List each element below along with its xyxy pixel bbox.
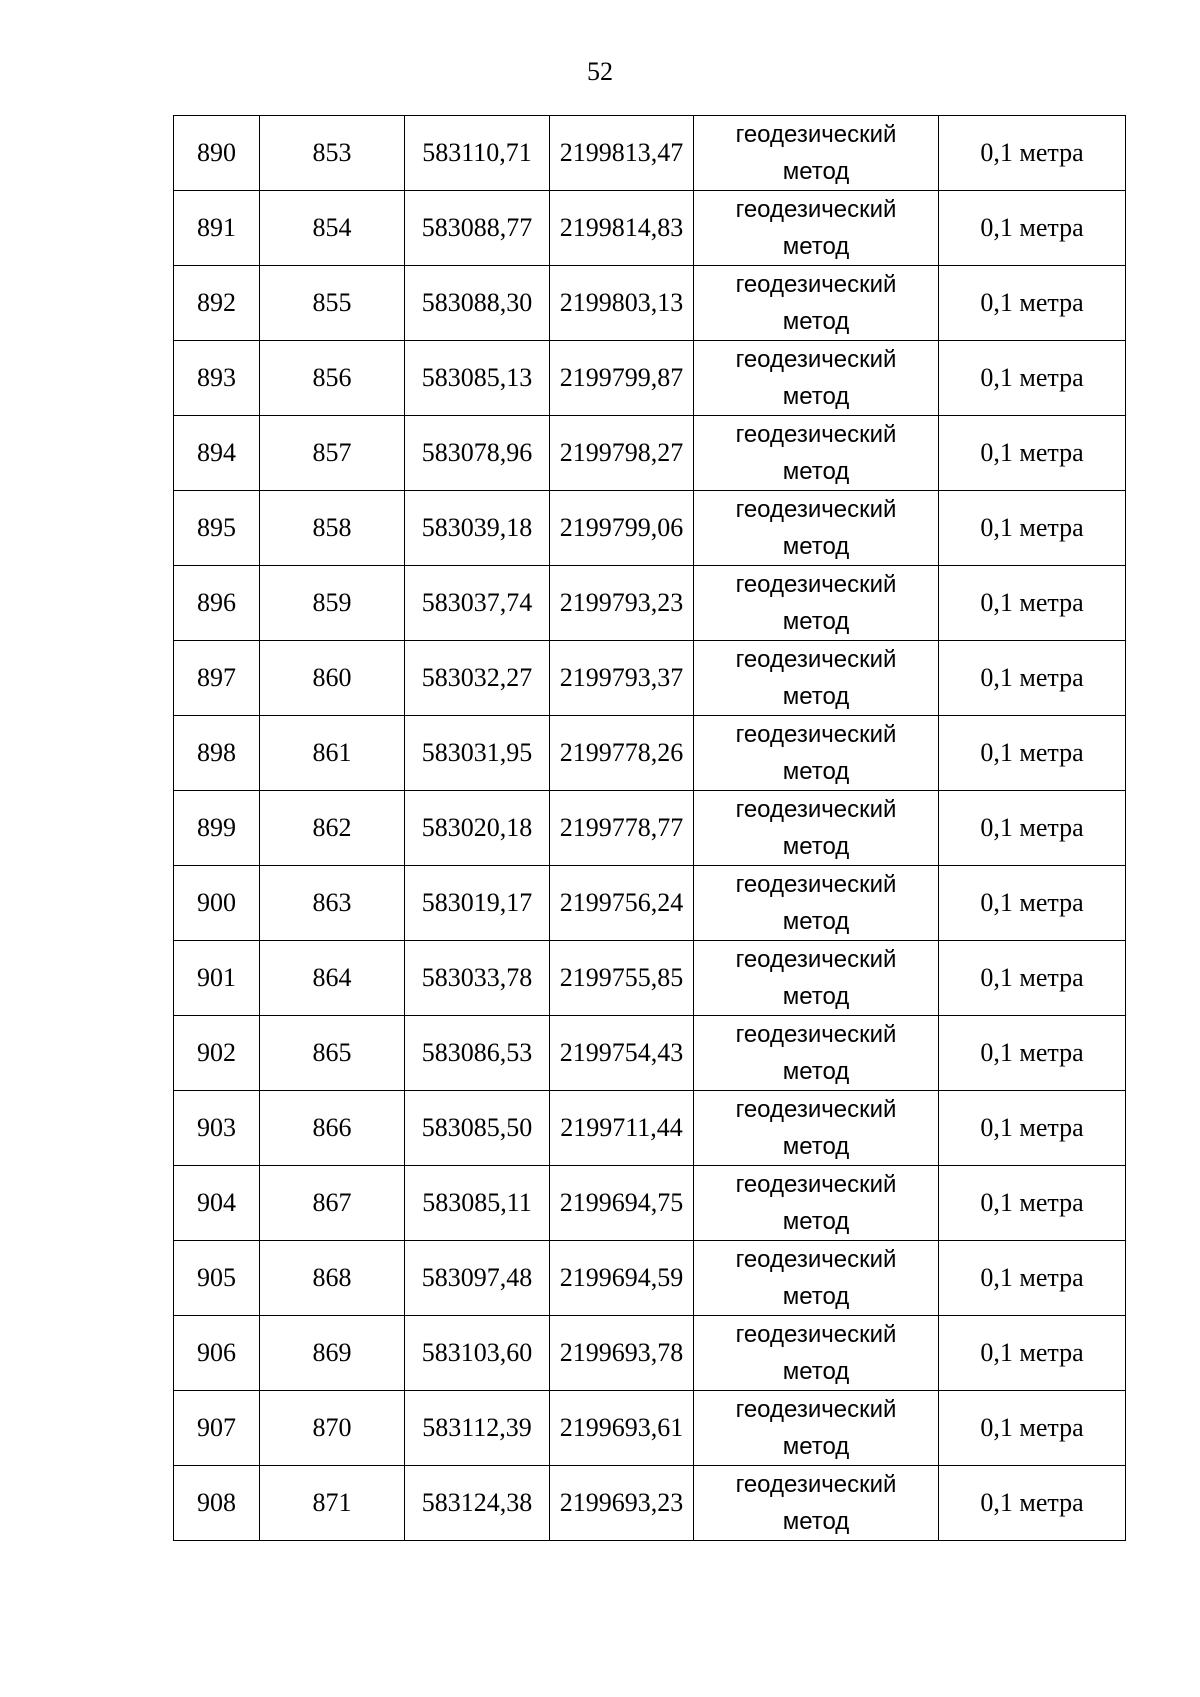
point-number-cell: 868: [260, 1241, 405, 1316]
method-line-1: геодезический: [735, 1096, 897, 1123]
table-row: [174, 1016, 1126, 1091]
method-line-2: метод: [782, 1058, 850, 1085]
accuracy-cell: 0,1 метра: [939, 566, 1126, 641]
method-line-1: геодезический: [735, 1021, 897, 1048]
accuracy-cell: 0,1 метра: [939, 341, 1126, 416]
row-number-cell: 892: [174, 266, 260, 341]
table-row: [174, 491, 1126, 566]
accuracy-cell: 0,1 метра: [939, 266, 1126, 341]
x-coordinate-cell: 583039,18: [405, 491, 550, 566]
point-number-cell: 861: [260, 716, 405, 791]
point-number-cell: 866: [260, 1091, 405, 1166]
method-line-2: метод: [782, 833, 850, 860]
table-row: [174, 1166, 1126, 1241]
method-line-2: метод: [782, 383, 850, 410]
method-line-2: метод: [782, 458, 850, 485]
point-number-cell: 859: [260, 566, 405, 641]
x-coordinate-cell: 583112,39: [405, 1391, 550, 1466]
y-coordinate-cell: 2199799,06: [550, 491, 694, 566]
method-cell: [694, 1016, 939, 1091]
method-line-2: метод: [782, 1433, 850, 1460]
x-coordinate-cell: 583033,78: [405, 941, 550, 1016]
x-coordinate-cell: 583037,74: [405, 566, 550, 641]
point-number-cell: 854: [260, 191, 405, 266]
method-line-1: геодезический: [735, 1471, 897, 1498]
method-line-1: геодезический: [735, 271, 897, 298]
method-cell: [694, 116, 939, 191]
method-cell: [694, 191, 939, 266]
row-number-cell: 897: [174, 641, 260, 716]
y-coordinate-cell: 2199803,13: [550, 266, 694, 341]
x-coordinate-cell: 583110,71: [405, 116, 550, 191]
method-line-2: метод: [782, 158, 850, 185]
x-coordinate-cell: 583032,27: [405, 641, 550, 716]
y-coordinate-cell: 2199793,23: [550, 566, 694, 641]
point-number-cell: 871: [260, 1466, 405, 1541]
method-line-2: метод: [782, 1133, 850, 1160]
table-row: [174, 1091, 1126, 1166]
point-number-cell: 856: [260, 341, 405, 416]
method-line-2: метод: [782, 908, 850, 935]
table-row: [174, 116, 1126, 191]
row-number-cell: 905: [174, 1241, 260, 1316]
table-row: [174, 191, 1126, 266]
accuracy-cell: 0,1 метра: [939, 416, 1126, 491]
method-line-2: метод: [782, 983, 850, 1010]
accuracy-cell: 0,1 метра: [939, 1391, 1126, 1466]
method-line-1: геодезический: [735, 796, 897, 823]
method-line-1: геодезический: [735, 421, 897, 448]
table-body: [174, 116, 1126, 1541]
method-cell: [694, 941, 939, 1016]
x-coordinate-cell: 583088,30: [405, 266, 550, 341]
method-cell: [694, 641, 939, 716]
y-coordinate-cell: 2199813,47: [550, 116, 694, 191]
table-row: [174, 1241, 1126, 1316]
row-number-cell: 902: [174, 1016, 260, 1091]
x-coordinate-cell: 583088,77: [405, 191, 550, 266]
y-coordinate-cell: 2199756,24: [550, 866, 694, 941]
method-line-1: геодезический: [735, 346, 897, 373]
coordinates-table: [173, 115, 1126, 1541]
table-row: [174, 716, 1126, 791]
y-coordinate-cell: 2199793,37: [550, 641, 694, 716]
method-line-2: метод: [782, 1208, 850, 1235]
accuracy-cell: 0,1 метра: [939, 1091, 1126, 1166]
x-coordinate-cell: 583085,11: [405, 1166, 550, 1241]
y-coordinate-cell: 2199814,83: [550, 191, 694, 266]
row-number-cell: 891: [174, 191, 260, 266]
x-coordinate-cell: 583086,53: [405, 1016, 550, 1091]
accuracy-cell: 0,1 метра: [939, 1316, 1126, 1391]
point-number-cell: 855: [260, 266, 405, 341]
method-line-2: метод: [782, 1358, 850, 1385]
table-row: [174, 566, 1126, 641]
method-line-2: метод: [782, 683, 850, 710]
row-number-cell: 901: [174, 941, 260, 1016]
method-cell: [694, 341, 939, 416]
method-cell: [694, 1091, 939, 1166]
point-number-cell: 870: [260, 1391, 405, 1466]
page-number: 52: [587, 57, 613, 86]
method-cell: [694, 1166, 939, 1241]
x-coordinate-cell: 583085,13: [405, 341, 550, 416]
method-cell: [694, 266, 939, 341]
row-number-cell: 908: [174, 1466, 260, 1541]
table-row: [174, 1391, 1126, 1466]
y-coordinate-cell: 2199755,85: [550, 941, 694, 1016]
method-line-1: геодезический: [735, 1396, 897, 1423]
method-line-2: метод: [782, 1283, 850, 1310]
method-cell: [694, 791, 939, 866]
point-number-cell: 867: [260, 1166, 405, 1241]
method-cell: [694, 1391, 939, 1466]
method-line-1: геодезический: [735, 946, 897, 973]
x-coordinate-cell: 583031,95: [405, 716, 550, 791]
accuracy-cell: 0,1 метра: [939, 866, 1126, 941]
method-line-1: геодезический: [735, 1171, 897, 1198]
table-row: [174, 1316, 1126, 1391]
table-row: [174, 641, 1126, 716]
point-number-cell: 860: [260, 641, 405, 716]
x-coordinate-cell: 583019,17: [405, 866, 550, 941]
table-row: [174, 266, 1126, 341]
method-line-1: геодезический: [735, 196, 897, 223]
y-coordinate-cell: 2199693,23: [550, 1466, 694, 1541]
method-line-2: метод: [782, 1508, 850, 1535]
y-coordinate-cell: 2199778,26: [550, 716, 694, 791]
row-number-cell: 907: [174, 1391, 260, 1466]
row-number-cell: 890: [174, 116, 260, 191]
accuracy-cell: 0,1 метра: [939, 191, 1126, 266]
row-number-cell: 900: [174, 866, 260, 941]
y-coordinate-cell: 2199778,77: [550, 791, 694, 866]
method-cell: [694, 566, 939, 641]
x-coordinate-cell: 583085,50: [405, 1091, 550, 1166]
table-row: [174, 341, 1126, 416]
accuracy-cell: 0,1 метра: [939, 1241, 1126, 1316]
row-number-cell: 906: [174, 1316, 260, 1391]
y-coordinate-cell: 2199799,87: [550, 341, 694, 416]
method-line-1: геодезический: [735, 571, 897, 598]
point-number-cell: 865: [260, 1016, 405, 1091]
point-number-cell: 858: [260, 491, 405, 566]
point-number-cell: 869: [260, 1316, 405, 1391]
accuracy-cell: 0,1 метра: [939, 491, 1126, 566]
y-coordinate-cell: 2199694,75: [550, 1166, 694, 1241]
point-number-cell: 857: [260, 416, 405, 491]
method-cell: [694, 716, 939, 791]
x-coordinate-cell: 583124,38: [405, 1466, 550, 1541]
table-row: [174, 791, 1126, 866]
method-line-2: метод: [782, 758, 850, 785]
accuracy-cell: 0,1 метра: [939, 1466, 1126, 1541]
method-cell: [694, 491, 939, 566]
row-number-cell: 895: [174, 491, 260, 566]
method-line-1: геодезический: [735, 1246, 897, 1273]
row-number-cell: 894: [174, 416, 260, 491]
table-row: [174, 1466, 1126, 1541]
table-row: [174, 866, 1126, 941]
method-line-2: метод: [782, 608, 850, 635]
y-coordinate-cell: 2199711,44: [550, 1091, 694, 1166]
x-coordinate-cell: 583078,96: [405, 416, 550, 491]
row-number-cell: 898: [174, 716, 260, 791]
method-cell: [694, 1466, 939, 1541]
x-coordinate-cell: 583097,48: [405, 1241, 550, 1316]
row-number-cell: 904: [174, 1166, 260, 1241]
y-coordinate-cell: 2199693,61: [550, 1391, 694, 1466]
x-coordinate-cell: 583020,18: [405, 791, 550, 866]
method-cell: [694, 866, 939, 941]
row-number-cell: 896: [174, 566, 260, 641]
accuracy-cell: 0,1 метра: [939, 641, 1126, 716]
accuracy-cell: 0,1 метра: [939, 791, 1126, 866]
row-number-cell: 899: [174, 791, 260, 866]
method-line-2: метод: [782, 308, 850, 335]
method-line-1: геодезический: [735, 646, 897, 673]
method-line-1: геодезический: [735, 496, 897, 523]
method-line-1: геодезический: [735, 871, 897, 898]
accuracy-cell: 0,1 метра: [939, 1016, 1126, 1091]
y-coordinate-cell: 2199694,59: [550, 1241, 694, 1316]
accuracy-cell: 0,1 метра: [939, 716, 1126, 791]
point-number-cell: 864: [260, 941, 405, 1016]
method-line-1: геодезический: [735, 1321, 897, 1348]
accuracy-cell: 0,1 метра: [939, 116, 1126, 191]
method-line-2: метод: [782, 533, 850, 560]
method-line-2: метод: [782, 233, 850, 260]
point-number-cell: 853: [260, 116, 405, 191]
table-row: [174, 941, 1126, 1016]
point-number-cell: 863: [260, 866, 405, 941]
accuracy-cell: 0,1 метра: [939, 1166, 1126, 1241]
method-cell: [694, 1316, 939, 1391]
point-number-cell: 862: [260, 791, 405, 866]
table-row: [174, 416, 1126, 491]
x-coordinate-cell: 583103,60: [405, 1316, 550, 1391]
method-cell: [694, 1241, 939, 1316]
method-cell: [694, 416, 939, 491]
y-coordinate-cell: 2199754,43: [550, 1016, 694, 1091]
method-line-1: геодезический: [735, 121, 897, 148]
row-number-cell: 903: [174, 1091, 260, 1166]
row-number-cell: 893: [174, 341, 260, 416]
method-line-1: геодезический: [735, 721, 897, 748]
y-coordinate-cell: 2199693,78: [550, 1316, 694, 1391]
accuracy-cell: 0,1 метра: [939, 941, 1126, 1016]
y-coordinate-cell: 2199798,27: [550, 416, 694, 491]
